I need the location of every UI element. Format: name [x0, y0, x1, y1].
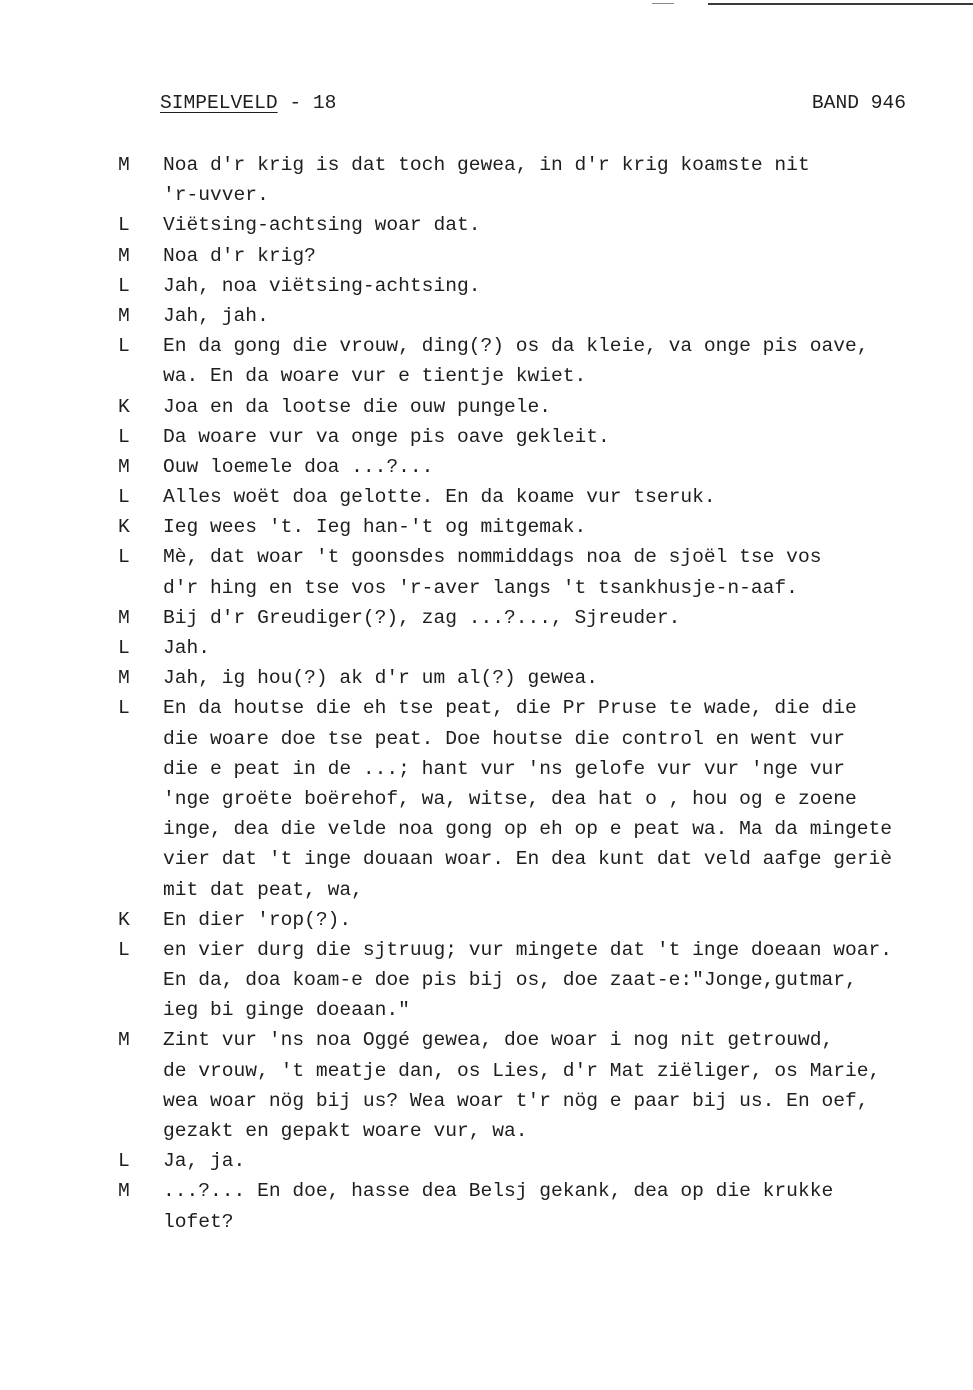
transcript-line [118, 1176, 938, 1206]
utterance-text: En da gong die vrouw, ding(?) os da kleie, va onge pis oave, [163, 335, 869, 358]
utterance-text: de vrouw, 't meatje dan, os Lies, d'r Mat ziëliger, os Marie, [163, 1059, 881, 1082]
transcript-line [118, 663, 938, 693]
speaker-label: M [118, 154, 130, 176]
utterance-text: Jah, noa viëtsing-achtsing. [163, 274, 481, 297]
speaker-label: M [118, 304, 130, 327]
utterance-text: inge, dea die velde noa gong op eh op e peat wa. Ma da mingete [163, 818, 893, 841]
utterance-text: 'r-uvver. [163, 184, 269, 207]
utterance-text: En da, doa koam-e doe pis bij os, doe zaat-e:"Jonge,gutmar, [163, 969, 857, 992]
transcript-line [118, 271, 938, 301]
transcript-line [118, 875, 938, 905]
transcript-line [118, 361, 938, 391]
transcript-line [118, 392, 938, 422]
speaker-label: L [118, 425, 130, 448]
transcript-line [118, 724, 938, 754]
speaker-label: M [118, 606, 130, 629]
utterance-text: Mè, dat woar 't goonsdes nommiddags noa de sjoël tse vos [163, 546, 822, 569]
page-header [160, 88, 906, 118]
utterance-text: die e peat in de ...; hant vur 'ns gelofe vur vur 'nge vur [163, 757, 845, 780]
transcript-line [118, 844, 938, 874]
utterance-text: die woare doe tse peat. Doe houtse die control en went vur [163, 727, 845, 750]
transcript-line [118, 603, 938, 633]
speaker-label: L [118, 1150, 130, 1173]
speaker-label: M [118, 455, 130, 478]
transcript-line [118, 1086, 938, 1116]
utterance-text: vier dat 't inge douaan woar. En dea kunt dat veld aafge geriè [163, 848, 893, 871]
transcript-line [118, 542, 938, 572]
utterance-text: gezakt en gepakt woare vur, wa. [163, 1120, 528, 1142]
speaker-label: L [118, 697, 130, 720]
utterance-text: En dier 'rop(?). [163, 908, 352, 931]
speaker-label: M [118, 667, 130, 690]
top-rule-short [652, 3, 674, 4]
utterance-text: wea woar nög bij us? Wea woar t'r nög e paar bij us. En oef, [163, 1089, 869, 1112]
transcript-line [118, 150, 938, 180]
utterance-text: Ieg wees 't. Ieg han-'t og mitgemak. [163, 516, 587, 539]
transcript-line [118, 180, 938, 210]
transcript-line [118, 301, 938, 331]
transcript-line [118, 905, 938, 935]
transcript-line [118, 784, 938, 814]
transcript-line [118, 693, 938, 723]
utterance-text: Jah, jah. [163, 304, 269, 327]
page-number: - 18 [277, 92, 337, 114]
utterance-text: Joa en da lootse die ouw pungele. [163, 395, 552, 418]
utterance-text: Viëtsing-achtsing woar dat. [163, 214, 481, 237]
transcript-line [118, 452, 938, 482]
utterance-text: d'r hing en tse vos 'r-aver langs 't tsankhusje-n-aaf. [163, 576, 798, 599]
speaker-label: L [118, 335, 130, 358]
transcript-line [118, 1207, 938, 1237]
speaker-label: L [118, 938, 130, 961]
transcript-line [118, 995, 938, 1025]
speaker-label: K [118, 516, 130, 539]
transcript-line [118, 754, 938, 784]
speaker-label: M [118, 244, 130, 267]
top-rule [708, 3, 973, 5]
speaker-label: L [118, 274, 130, 297]
speaker-label: L [118, 214, 130, 237]
utterance-text: Noa d'r krig? [163, 244, 316, 267]
transcript-line [118, 1116, 938, 1146]
transcript-line [118, 1146, 938, 1176]
transcript-line [118, 633, 938, 663]
transcript-line [118, 814, 938, 844]
utterance-text: ieg bi ginge doeaan." [163, 999, 410, 1022]
utterance-text: ...?... En doe, hasse dea Belsj gekank, dea op die krukke [163, 1180, 834, 1203]
utterance-text: Noa d'r krig is dat toch gewea, in d'r krig koamste nit [163, 154, 810, 176]
utterance-text: Ouw loemele doa ...?... [163, 455, 434, 478]
transcript-body [118, 150, 938, 1237]
utterance-text: Alles woët doa gelotte. En da koame vur tseruk. [163, 486, 716, 509]
utterance-text: Jah, ig hou(?) ak d'r um al(?) gewea. [163, 667, 599, 690]
speaker-label: M [118, 1029, 130, 1052]
band-number: BAND 946 [811, 92, 906, 114]
speaker-label: L [118, 637, 130, 659]
utterance-text: Ja, ja. [163, 1150, 246, 1173]
speaker-label: L [118, 546, 130, 569]
transcript-line [118, 573, 938, 603]
speaker-label: K [118, 395, 130, 418]
utterance-text: 'nge groëte boërehof, wa, witse, dea hat o , hou og e zoene [163, 787, 857, 810]
utterance-text: Zint vur 'ns noa Oggé gewea, doe woar i nog nit getrouwd, [163, 1029, 834, 1052]
transcript-line [118, 482, 938, 512]
utterance-text: en vier durg die sjtruug; vur mingete dat 't inge doeaan woar. [163, 938, 893, 961]
transcript-line [118, 331, 938, 361]
transcript-line [118, 241, 938, 271]
place-name: SIMPELVELD [160, 92, 278, 114]
transcript-line [118, 1025, 938, 1055]
utterance-text: Jah. [163, 637, 211, 659]
utterance-text: wa. En da woare vur e tientje kwiet. [163, 365, 587, 388]
utterance-text: mit dat peat, wa, [163, 878, 363, 901]
transcript-line [118, 512, 938, 542]
transcript-line [118, 935, 938, 965]
utterance-text: En da houtse die eh tse peat, die Pr Pruse te wade, die die [163, 697, 857, 720]
utterance-text: lofet? [163, 1210, 234, 1233]
utterance-text: Bij d'r Greudiger(?), zag ...?..., Sjreuder. [163, 606, 681, 629]
speaker-label: M [118, 1180, 130, 1203]
transcript-line [118, 210, 938, 240]
transcript-line [118, 965, 938, 995]
speaker-label: L [118, 486, 130, 509]
transcript-line [118, 1056, 938, 1086]
speaker-label: K [118, 908, 130, 931]
header-left [160, 88, 336, 118]
transcript-line [118, 422, 938, 452]
utterance-text: Da woare vur va onge pis oave gekleit. [163, 425, 610, 448]
